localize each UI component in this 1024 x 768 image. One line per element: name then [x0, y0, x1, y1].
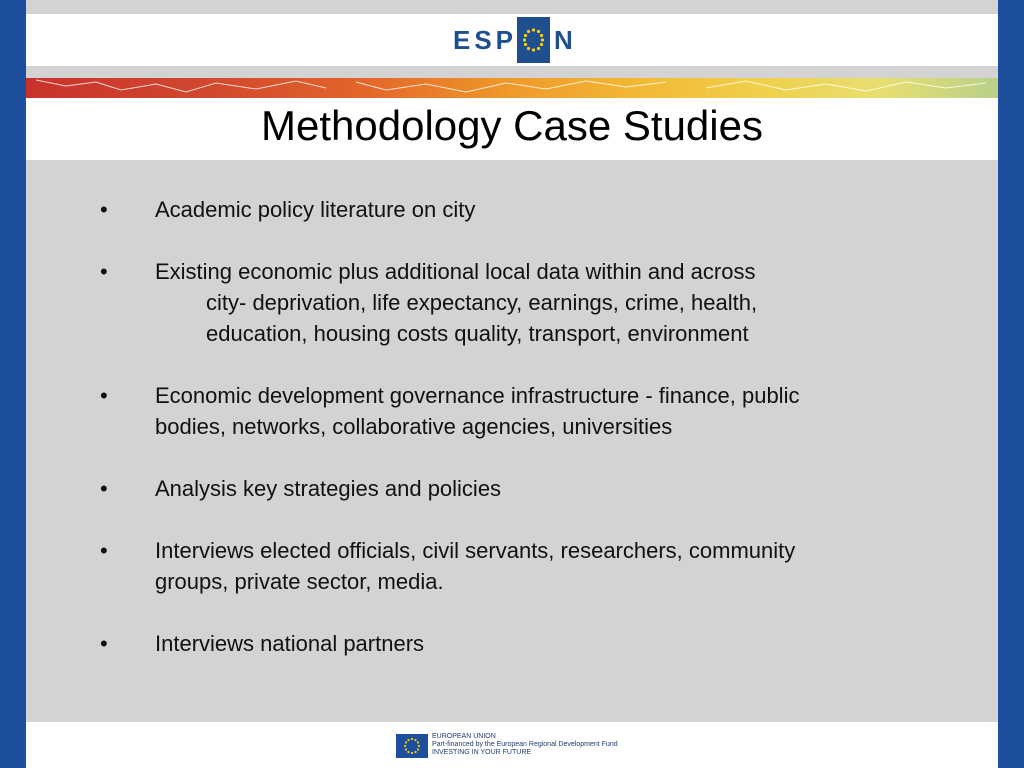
bullet-text	[155, 380, 960, 442]
bullet-subline: education, housing costs quality, transport, environment	[206, 321, 749, 346]
bullet-line: Interviews elected officials, civil servants, researchers, community	[155, 538, 796, 563]
bullet-line: bodies, networks, collaborative agencies, universities	[155, 414, 673, 439]
bullet-line: Academic policy literature on city	[155, 197, 476, 222]
bullet-text	[155, 194, 960, 225]
bullet-marker: •	[100, 476, 108, 501]
bullet-item	[100, 256, 960, 349]
bullet-text	[155, 535, 960, 597]
header-bottom-strip	[26, 66, 998, 78]
bullet-line: Economic development governance infrastructure - finance, public	[155, 383, 800, 408]
bullet-item	[100, 380, 960, 442]
eu-line-3: INVESTING IN YOUR FUTURE	[432, 749, 532, 756]
right-border-bar	[998, 0, 1024, 768]
logo-text-right: N	[554, 24, 577, 55]
logo-text-left: ESP	[453, 24, 518, 55]
eu-line-2: Part-financed by the European Regional Development Fund	[432, 741, 618, 748]
bullet-marker: •	[100, 383, 108, 408]
bullet-item	[100, 535, 960, 597]
eu-stars-icon	[517, 17, 550, 63]
eu-flag-icon	[396, 734, 428, 758]
bullet-text	[155, 473, 960, 504]
bullet-marker: •	[100, 538, 108, 563]
bullet-subline: city- deprivation, life expectancy, earnings, crime, health,	[206, 290, 758, 315]
bullet-text	[155, 628, 960, 659]
bullet-line: Existing economic plus additional local data within and across	[155, 259, 756, 284]
bullet-item	[100, 628, 960, 659]
bullet-text	[155, 256, 960, 349]
bullet-item	[100, 194, 960, 225]
bullet-list	[100, 194, 960, 690]
espon-logo	[453, 17, 577, 63]
header-top-strip	[26, 0, 998, 14]
bullet-line: groups, private sector, media.	[155, 569, 444, 594]
bullet-marker: •	[100, 259, 108, 284]
bullet-item	[100, 473, 960, 504]
bullet-line: Analysis key strategies and policies	[155, 476, 502, 501]
slide-title: Methodology Case Studies	[261, 102, 763, 149]
eu-line-1: EUROPEAN UNION	[432, 733, 496, 740]
bullet-marker: •	[100, 197, 108, 222]
bullet-line: Interviews national partners	[155, 631, 425, 656]
eu-funding-text	[432, 733, 618, 757]
left-border-bar	[0, 0, 26, 768]
bullet-marker: •	[100, 631, 108, 656]
map-decoration-strip	[26, 78, 998, 98]
